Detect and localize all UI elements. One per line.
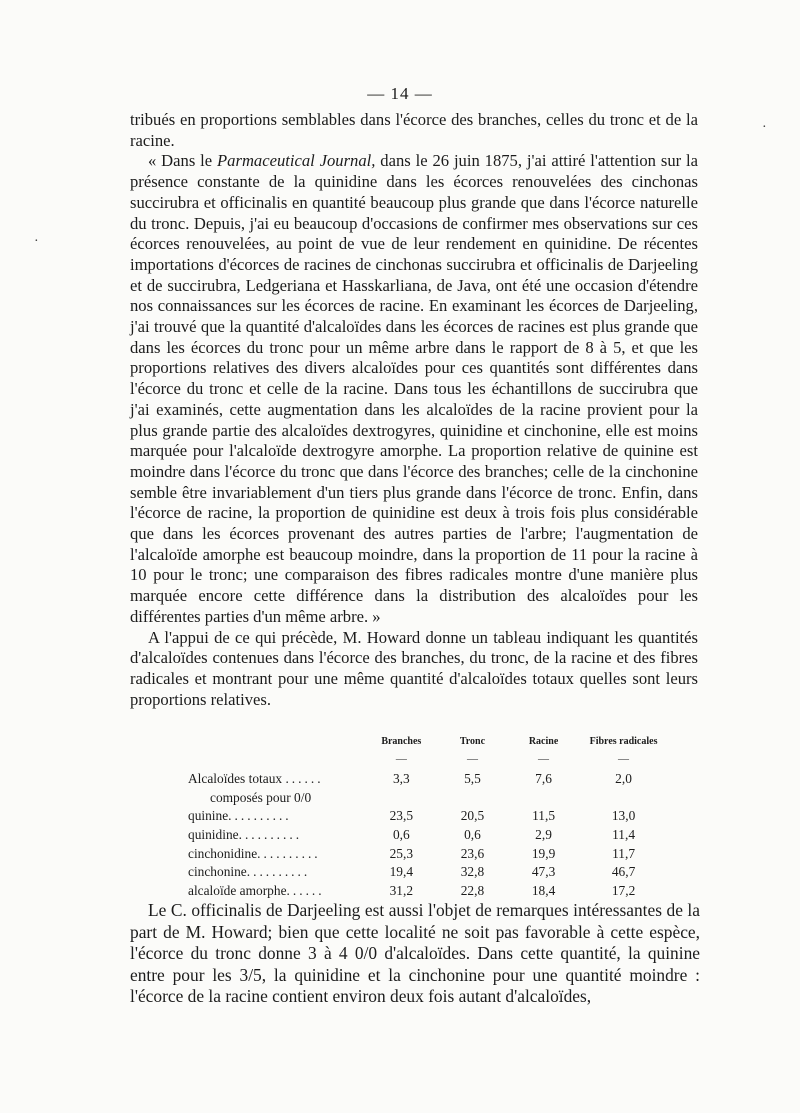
leader-dots: ...... xyxy=(285,771,324,786)
header-tronc: Tronc xyxy=(459,736,486,747)
cell: 20,5 xyxy=(460,808,485,824)
cell: 7,6 xyxy=(535,771,552,786)
dash: — xyxy=(618,753,630,765)
table-row-total xyxy=(188,770,668,789)
journal-title: Parmaceutical Journal, xyxy=(217,151,376,171)
table-subhead: composés pour 0/0 xyxy=(210,789,312,805)
table-row xyxy=(188,863,668,882)
scan-speck: · xyxy=(762,120,767,135)
paragraph-2 xyxy=(130,151,698,627)
cell: 23,5 xyxy=(389,808,414,824)
page-number: — 14 — xyxy=(367,84,433,103)
table-row xyxy=(188,826,668,845)
cell: 5,5 xyxy=(464,771,481,786)
cell: 23,6 xyxy=(460,845,485,861)
cell: 25,3 xyxy=(389,845,414,861)
alkaloid-table xyxy=(188,736,668,901)
leader-dots: .......... xyxy=(257,845,321,861)
dash: — xyxy=(466,753,478,765)
dash: — xyxy=(395,753,407,765)
body-text xyxy=(130,110,698,710)
leader-dots: .......... xyxy=(238,827,303,843)
leader-dots: .......... xyxy=(246,864,311,880)
cell: 3,3 xyxy=(392,771,410,786)
cell: 2,0 xyxy=(615,771,632,786)
cell: 17,2 xyxy=(611,883,636,899)
scan-speck: · xyxy=(34,234,39,249)
cell: 31,2 xyxy=(389,883,414,899)
header-fibres-radicales: Fibres radicales xyxy=(589,736,658,747)
cell: 47,3 xyxy=(531,864,556,880)
paragraph-1: tribués en proportions semblables dans l'écorce des branches, celles du tronc et de la racine. xyxy=(130,110,698,150)
paragraph-4: Le C. officinalis de Darjeeling est aussi l'objet de remarques intéressantes de la part de M. Howard; bien que cette localité ne soit pas favorable à cette espèce, l'écorce du tronc donne 3 à 4 0/0 d'alcaloïdes. Dans cette quantité, la quinine entre pour les 3/5, la quinidine et la cinchonine pour une quantité moindre : l'écorce de la racine contient environ deux fois autant d'alcaloïdes, xyxy=(130,900,700,1006)
table-row xyxy=(188,845,668,864)
table-row xyxy=(188,807,668,826)
paragraph-2-start: « Dans le xyxy=(148,151,218,171)
header-dashes xyxy=(188,752,668,770)
table-row xyxy=(188,882,668,901)
header-branches: Branches xyxy=(381,736,422,747)
cell: 19,4 xyxy=(389,864,414,880)
row-label: cinchonine xyxy=(188,864,247,880)
cell: 11,5 xyxy=(532,808,556,824)
cell: 46,7 xyxy=(611,864,636,880)
cell: 11,4 xyxy=(612,827,636,843)
cell: 11,7 xyxy=(612,845,636,861)
cell: 13,0 xyxy=(611,808,636,824)
paragraph-3: A l'appui de ce qui précède, M. Howard donne un tableau indiquant les quantités d'alcaloïdes contenues dans l'écorce des branches, du tronc, de la racine et des fibres radicales et montrant pour une même quantité d'alcaloïdes totaux quelles sont leurs proportions relatives. xyxy=(130,627,698,709)
bottom-text xyxy=(130,900,700,1008)
cell: 0,6 xyxy=(464,827,481,843)
cell: 19,9 xyxy=(531,845,556,861)
cell: 2,9 xyxy=(535,827,552,843)
row-label: alcaloïde amorphe xyxy=(188,883,287,899)
cell: 22,8 xyxy=(460,883,485,899)
header-racine: Racine xyxy=(528,736,559,747)
leader-dots: ...... xyxy=(286,883,325,899)
row-label: Alcaloïdes totaux xyxy=(188,771,283,786)
row-label: cinchonidine xyxy=(188,845,258,861)
paragraph-2-rest: dans le 26 juin 1875, j'ai attiré l'attention sur la présence constante de la quinidine dans les écorces renouvelées des cinchonas succirubra et officinalis en quantité beaucoup plus grande que dans l'écorce naturelle du tronc. Depuis, j'ai eu beaucoup d'occasions de confirmer mes observations sur ces écorces renouvelées, au point de vue de leur rendement en quinidine. De récentes importations d'écorces de racines de cinchonas succirubra et officinalis de Darjeeling et de succirubra, Ledgeriana et Hasskarliana, de Java, ont été une occasion d'étendre nos connaissances sur les écorces de racine. En examinant les écorces de Darjeeling, j'ai trouvé que la quantité d'alcaloïdes dans les écorces de racines est plus grande que dans les écorces du tronc pour un même arbre dans le rapport de 8 à 5, et que les proportions relatives des divers alcaloïdes pour ces quantités sont différentes dans l'écorce du tronc et celle de la racine. Dans tous les échantillons de succirubra que j'ai examinés, cette augmentation dans les alcaloïdes de la racine provient pour la plus grande partie des alcaloïdes dextrogyres, quinidine et cinchonine, elle est moins marquée pour l'alcaloïde dextrogyre amorphe. La proportion relative de quinine est moindre dans l'écorce du tronc que dans l'écorce des branches; celle de la cinchonine semble être invariablement d'un tiers plus grande dans l'écorce de tronc. Enfin, dans l'écorce de racine, la proportion de quinidine est deux à trois fois plus considérable que dans les écorces provenant des autres parties de l'arbre; l'augmentation de l'alcaloïde amorphe est beaucoup moindre, dans la proportion de 11 pour la racine à 10 pour le tronc; une comparaison des fibres radicales montre d'une manière plus marquée encore cette différence dans la distribution des alcaloïdes pour les différentes parties d'un même arbre. » xyxy=(130,151,699,626)
cell: 18,4 xyxy=(531,883,556,899)
dash: — xyxy=(538,753,550,765)
row-label: quinidine xyxy=(188,827,239,843)
row-label: quinine xyxy=(188,808,229,824)
cell: 0,6 xyxy=(392,827,410,843)
leader-dots: .......... xyxy=(228,808,292,824)
table-header xyxy=(188,736,668,752)
cell: 32,8 xyxy=(460,864,485,880)
